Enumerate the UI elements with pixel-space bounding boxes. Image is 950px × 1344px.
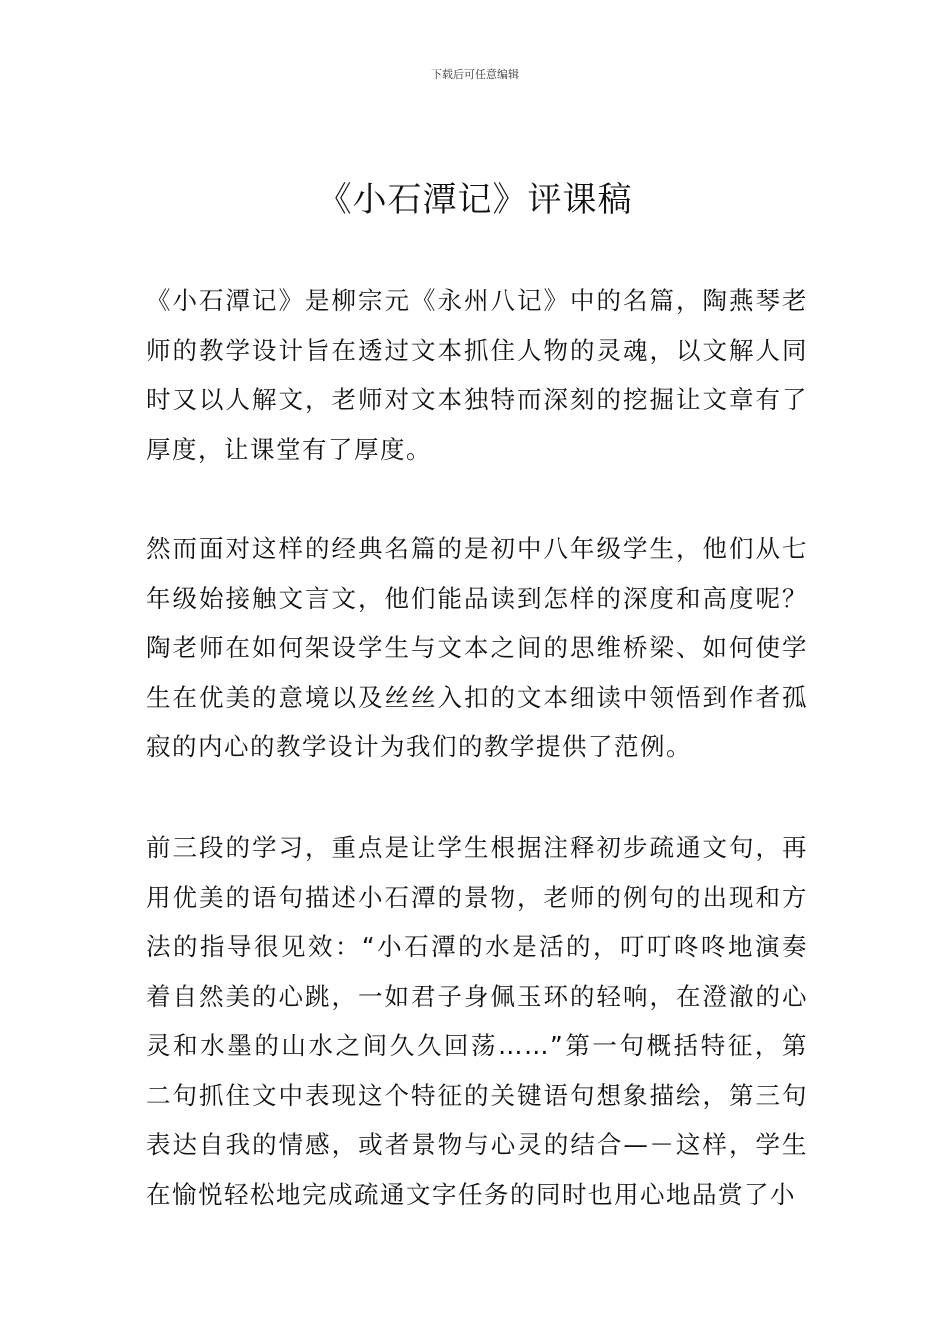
- header-note: 下载后可任意编辑: [431, 68, 519, 81]
- paragraph-3: 前三段的学习，重点是让学生根据注释初步疏通文句，再用优美的语句描述小石潭的景物，老师的例句的出现和方法的指导很见效：“小石潭的水是活的，叮叮咚咚地演奏着自然美的心跳，一如君子身佩玉环的轻响，在澄澈的心灵和水墨的山水之间久久回荡……”第一句概括特征，第二句抓住文中表现这个特征的关键语句想象描绘，第三句表达自我的情感，或者景物与心灵的结合—－这样，学生在愉悦轻松地完成疏通文字任务的同时也用心地品赏了小: [146, 833, 808, 1209]
- paragraph-1: 《小石潭记》是柳宗元《永州八记》中的名篇，陶燕琴老师的教学设计旨在透过文本抓住人物的灵魂，以文解人同时又以人解文，老师对文本独特而深刻的挖掘让文章有了厚度，让课堂有了厚度。: [146, 286, 808, 464]
- paragraph-2: 然而面对这样的经典名篇的是初中八年级学生，他们从七年级始接触文言文，他们能品读到怎样的深度和高度呢？陶老师在如何架设学生与文本之间的思维桥梁、如何使学生在优美的意境以及丝丝入扣的文本细读中领悟到作者孤寂的内心的教学设计为我们的教学提供了范例。: [146, 534, 808, 761]
- document-title: 《小石潭记》评课稿: [317, 180, 633, 220]
